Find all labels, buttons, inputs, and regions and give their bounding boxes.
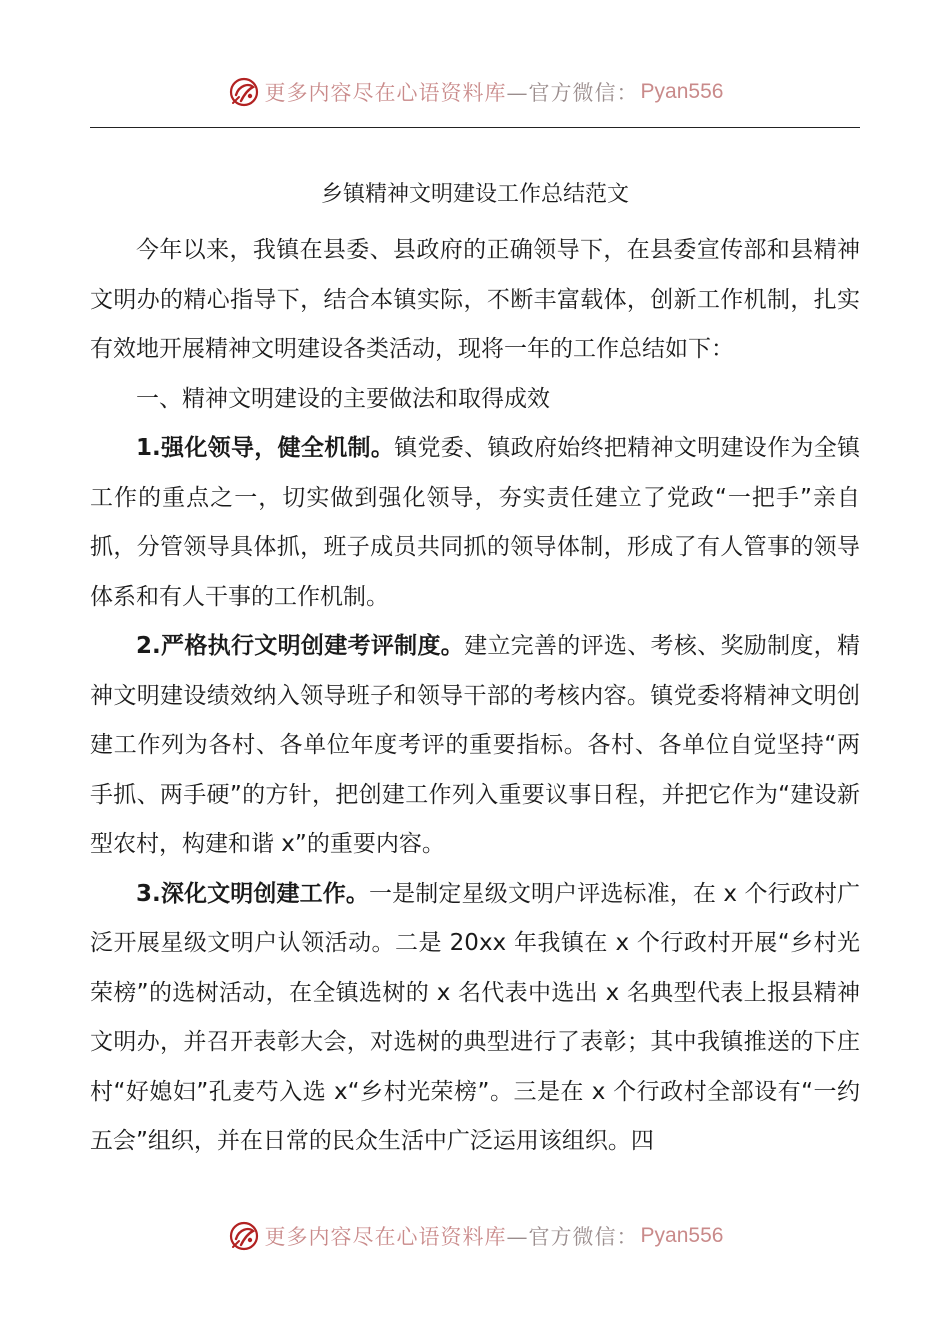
watermark-text: 更多内容尽在心语资料库—官方微信： (264, 81, 639, 105)
watermark-wechat-id: Pyan556 (640, 80, 724, 103)
header-divider (90, 127, 860, 128)
watermark-wechat-id: Pyan556 (640, 1224, 724, 1247)
item-body-1: 镇党委、镇政府始终把精神文明建设作为全镇工作的重点之一，切实做到强化领导，夯实责任建立了党政“一把手”亲自抓，分管领导具体抓，班子成员共同抓的领导体制，形成了有人管事的领导体系和有人干事的工作机制。 (90, 435, 860, 610)
item-paragraph-3 (90, 870, 860, 1167)
item-paragraph-2 (90, 622, 860, 870)
item-body-3: 一是制定星级文明户评选标准，在 x 个行政村广泛开展星级文明户认领活动。二是 20xx 年我镇在 x 个行政村开展“乡村光荣榜”的选树活动，在全镇选树的 x 名代表中选出 x 名典型代表上报县精神文明办，并召开表彰大会，对选树的典型进行了表彰；其中我镇推送的下庄村“好媳妇”孔麦芍入选 x“乡村光荣榜”。三是在 x 个行政村全部设有“一约五会”组织，并在日常的民众生活中广泛运用该组织。四 (90, 880, 861, 1154)
document-body (90, 170, 860, 1167)
section-heading: 一、精神文明建设的主要做法和取得成效 (136, 385, 550, 412)
item-paragraph-1 (90, 424, 860, 622)
watermark-text: 更多内容尽在心语资料库—官方微信： (264, 1225, 639, 1249)
item-heading-3: 3.深化文明创建工作。 (136, 880, 370, 907)
intro-paragraph: 今年以来，我镇在县委、县政府的正确领导下，在县委宣传部和县精神文明办的精心指导下，结合本镇实际，不断丰富载体，创新工作机制，扎实有效地开展精神文明建设各类活动，现将一年的工作总结如下： (90, 237, 860, 362)
document-title: 乡镇精神文明建设工作总结范文 (320, 182, 629, 207)
item-heading-1: 1.强化领导，健全机制。 (136, 435, 395, 461)
brand-logo-icon (227, 1219, 261, 1253)
footer-watermark (0, 1216, 950, 1256)
brand-logo-icon (227, 75, 261, 109)
item-body-2: 建立完善的评选、考核、奖励制度，精神文明建设绩效纳入领导班子和领导干部的考核内容。镇党委将精神文明创建工作列为各村、各单位年度考评的重要指标。各村、各单位自觉坚持“两手抓、两手硬”的方针，把创建工作列入重要议事日程，并把它作为“建设新型农村，构建和谐 x”的重要内容。 (90, 633, 860, 857)
item-heading-2: 2.严格执行文明创建考评制度。 (136, 633, 465, 659)
header-watermark (0, 72, 950, 112)
